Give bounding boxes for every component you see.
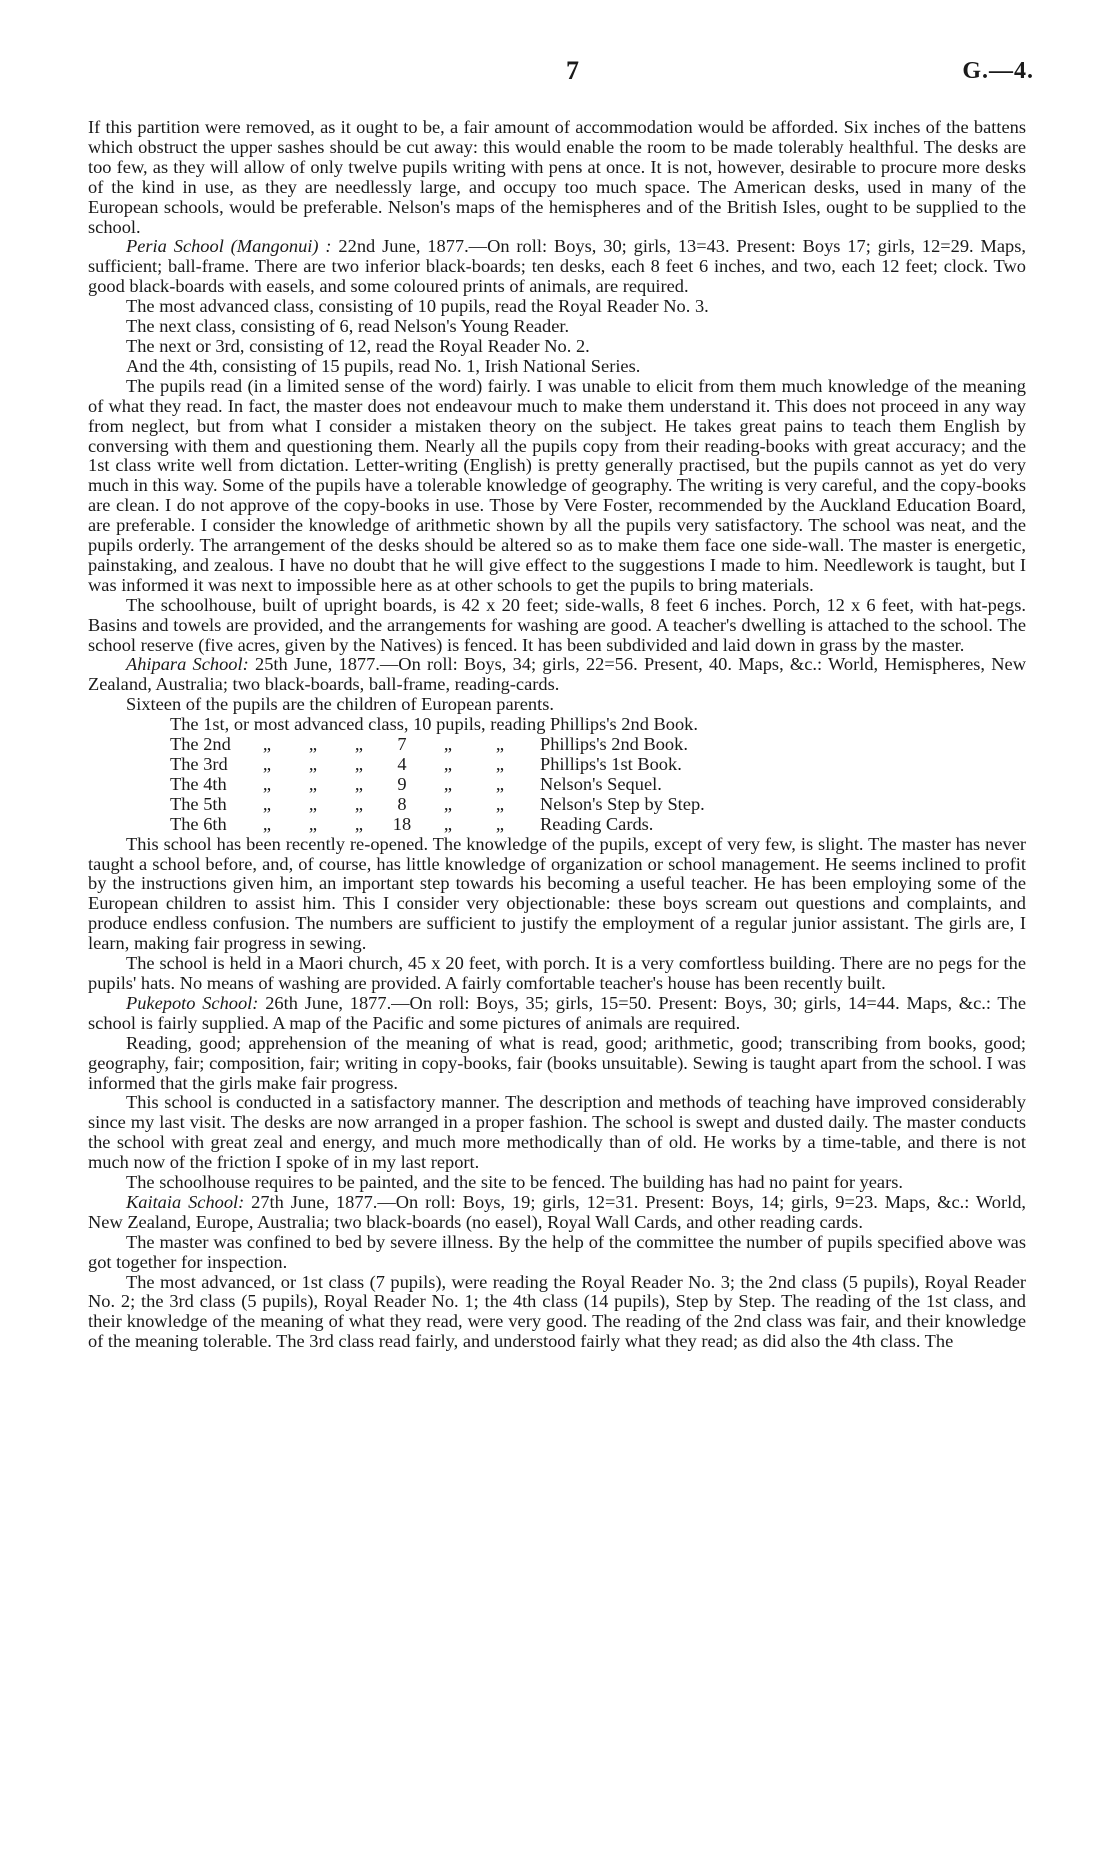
- class-name: The 5th: [170, 793, 227, 814]
- class-name: The 2nd: [170, 734, 231, 755]
- pupil-count: 8: [397, 793, 407, 814]
- ditto-mark: „: [308, 813, 318, 834]
- paragraph: The schoolhouse requires to be painted, and the site to be fenced. The building has had no paint for years.: [126, 1172, 903, 1193]
- ditto-mark: „: [495, 734, 505, 755]
- paragraph: Sixteen of the pupils are the children of European parents.: [126, 694, 554, 715]
- page-number: 7: [566, 56, 579, 85]
- ahipara-school-entry: [88, 655, 1026, 695]
- paragraph: And the 4th, consisting of 15 pupils, read No. 1, Irish National Series.: [126, 355, 641, 376]
- peria-school-entry: [88, 237, 1026, 297]
- paragraph: The school is held in a Maori church, 45 x 20 feet, with porch. It is a very comfortless building. There are no pegs for the pupils' hats. No means of washing are provided. A fairly comfortable teacher's house has been recently built.: [88, 953, 1026, 993]
- paragraph: Reading, good; apprehension of the meaning of what is read, good; arithmetic, good; transcribing from books, good; geography, fair; composition, fair; writing in copy-books, fair (books unsuitable). Sewing is taught apart from the school. I was informed that the girls make fair progress.: [88, 1032, 1026, 1093]
- school-details: 26th June, 1877.—On roll: Boys, 35; girls, 15=50. Present: Boys, 30; girls, 14=44. Maps, &c.: The school is fairly supplied. A map of the Pacific and some pictures of animals are required.: [88, 992, 1026, 1033]
- pupil-count: 7: [397, 734, 407, 755]
- table-row: [170, 795, 705, 815]
- ditto-mark: „: [262, 813, 272, 834]
- pupil-count: 4: [397, 754, 407, 774]
- ditto-mark: „: [262, 773, 272, 794]
- page-header: [0, 56, 1114, 92]
- book-name: Nelson's Sequel.: [540, 773, 662, 794]
- paragraph: The next class, consisting of 6, read Nelson's Young Reader.: [126, 316, 570, 337]
- ditto-mark: „: [443, 773, 453, 794]
- ditto-mark: „: [308, 734, 318, 755]
- ditto-mark: „: [308, 754, 318, 774]
- ditto-mark: „: [495, 813, 505, 834]
- table-row: [170, 815, 705, 835]
- school-name: Kaitaia School:: [126, 1191, 245, 1212]
- table-row: [170, 715, 705, 735]
- book-name: Phillips's 2nd Book.: [550, 714, 698, 735]
- class-name: The 4th: [170, 773, 227, 794]
- class-description: The 1st, or most advanced class, 10 pupils, reading: [170, 714, 546, 735]
- book-name: Reading Cards.: [540, 813, 654, 834]
- school-name: Peria School (Mangonui) :: [126, 236, 332, 257]
- table-row: [170, 755, 705, 775]
- paragraph: The pupils read (in a limited sense of the word) fairly. I was unable to elicit from them much knowledge of the meaning of what they read. In fact, the master does not endeavour much to make them understand it. This does not proceed in any way from neglect, but from what I consider a mistaken theory on the subject. He takes great pains to teach them English by conversing with them and questioning them. Nearly all the pupils copy from their reading-books with great accuracy; and the 1st class write well from dictation. Letter-writing (English) is pretty generally practised, but the pupils cannot as yet do very much in this way. Some of the pupils have a tolerable knowledge of geography. The writing is very careful, and the copy-books are clean. I do not approve of the copy-books in use. Those by Vere Foster, recommended by the Auckland Education Board, are preferable. I consider the knowledge of arithmetic shown by all the pupils very satisfactory. The school was neat, and the pupils orderly. The arrangement of the desks should be altered so as to make them face one side-wall. The master is energetic, painstaking, and zealous. I have no doubt that he will give effect to the suggestions I made to him. Needlework is taught, but I was informed it was next to impossible here as at other schools to get the pupils to bring materials.: [88, 375, 1027, 595]
- ditto-mark: „: [443, 734, 453, 755]
- class-cell: [170, 715, 705, 735]
- pupil-count: 18: [392, 813, 412, 834]
- school-details: 25th June, 1877.—On roll: Boys, 34; girls, 22=56. Present, 40. Maps, &c.: World, Hemispheres, New Zealand, Australia; two black-boards, ball-frame, reading-cards.: [88, 654, 1027, 695]
- paragraph: The most advanced class, consisting of 10 pupils, read the Royal Reader No. 3.: [126, 296, 709, 317]
- kaitaia-school-entry: [88, 1193, 1026, 1233]
- ditto-mark: „: [262, 734, 272, 755]
- book-name: Phillips's 2nd Book.: [540, 734, 688, 755]
- school-details: 22nd June, 1877.—On roll: Boys, 30; girls, 13=43. Present: Boys 17; girls, 12=29. Maps, sufficient; ball-frame. There are two inferior black-boards; ten desks, each 8 feet 6 inches, and two, each 12 feet; clock. Two good black-boards with easels, and some coloured prints of animals, are required.: [88, 236, 1026, 297]
- class-name: The 3rd: [170, 754, 228, 774]
- school-name: Ahipara School:: [126, 654, 249, 675]
- paragraph: The schoolhouse, built of upright boards, is 42 x 20 feet; side-walls, 8 feet 6 inches. Porch, 12 x 6 feet, with hat-pegs. Basins and towels are provided, and the arrangements for washing are good. A teacher's dwelling is attached to the school. The school reserve (five acres, given by the Natives) is fenced. It has been subdivided and laid down in grass by the master.: [88, 594, 1026, 655]
- school-details: 27th June, 1877.—On roll: Boys, 19; girls, 12=31. Present: Boys, 14; girls, 9=23. Maps, &c.: World, New Zealand, Europe, Australia; two black-boards (no easel), Royal Wall Cards, and other reading cards.: [88, 1191, 1026, 1232]
- ditto-mark: „: [308, 793, 318, 814]
- pukepoto-school-entry: [88, 994, 1026, 1034]
- book-name: Nelson's Step by Step.: [540, 793, 705, 814]
- paragraph: If this partition were removed, as it ought to be, a fair amount of accommodation would be afforded. Six inches of the battens which obstruct the upper sashes should be cut away: this would enable the room to be made tolerably healthful. The desks are too few, as they will allow of only twelve pupils writing with pens at once. It is not, however, desirable to procure more desks of the kind in use, as they are needlessly large, and occupy too much space. The American desks, used in many of the European schools, would be preferable. Nelson's maps of the hemispheres and of the British Isles, ought to be supplied to the school.: [88, 117, 1026, 237]
- ditto-mark: „: [495, 793, 505, 814]
- pupil-count: 9: [397, 773, 407, 794]
- ditto-mark: „: [495, 773, 505, 794]
- paragraph: This school has been recently re-opened. The knowledge of the pupils, except of very few, is slight. The master has never taught a school before, and, of course, has little knowledge of organization or school management. He seems inclined to profit by the instructions given him, an important step towards his becoming a useful teacher. He has been employing some of the European children to assist him. This I consider very objectionable: these boys scream out questions and complaints, and produce endless confusion. The numbers are sufficient to justify the employment of a regular junior assistant. The girls are, I learn, making fair progress in sewing.: [88, 833, 1026, 954]
- ditto-mark: „: [354, 734, 364, 755]
- document-body: [88, 118, 1026, 1352]
- table-row: [170, 775, 705, 795]
- ditto-mark: „: [262, 754, 272, 774]
- class-reading-table: [170, 715, 705, 834]
- ditto-mark: „: [308, 773, 318, 794]
- ditto-mark: „: [354, 754, 364, 774]
- table-row: [170, 735, 705, 755]
- document-code: G.—4.: [962, 58, 1034, 84]
- ditto-mark: „: [354, 813, 364, 834]
- paragraph: The most advanced, or 1st class (7 pupils), were reading the Royal Reader No. 3; the 2nd class (5 pupils), Royal Reader No. 2; the 3rd class (5 pupils), Royal Reader No. 1; the 4th class (14 pupils), Step by Step. The reading of the 1st class, and their knowledge of the meaning of what they read, were very good. The reading of the 2nd class was fair, and their knowledge of the meaning tolerable. The 3rd class read fairly, and understood fairly what they read; as did also the 4th class. The: [88, 1271, 1026, 1352]
- paragraph: The next or 3rd, consisting of 12, read the Royal Reader No. 2.: [126, 335, 590, 356]
- ditto-mark: „: [443, 793, 453, 814]
- ditto-mark: „: [443, 813, 453, 834]
- paragraph: This school is conducted in a satisfactory manner. The description and methods of teaching have improved considerably since my last visit. The desks are now arranged in a proper fashion. The school is swept and dusted daily. The master conducts the school with great zeal and energy, and much more methodically than of old. He works by a time-table, and there is not much now of the friction I spoke of in my last report.: [88, 1092, 1026, 1173]
- book-name: Phillips's 1st Book.: [540, 754, 682, 774]
- paragraph: The master was confined to bed by severe illness. By the help of the committee the number of pupils specified above was got together for inspection.: [88, 1231, 1026, 1272]
- ditto-mark: „: [354, 773, 364, 794]
- school-name: Pukepoto School:: [126, 992, 259, 1013]
- class-name: The 6th: [170, 813, 227, 834]
- ditto-mark: „: [354, 793, 364, 814]
- ditto-mark: „: [443, 754, 453, 774]
- ditto-mark: „: [495, 754, 505, 774]
- ditto-mark: „: [262, 793, 272, 814]
